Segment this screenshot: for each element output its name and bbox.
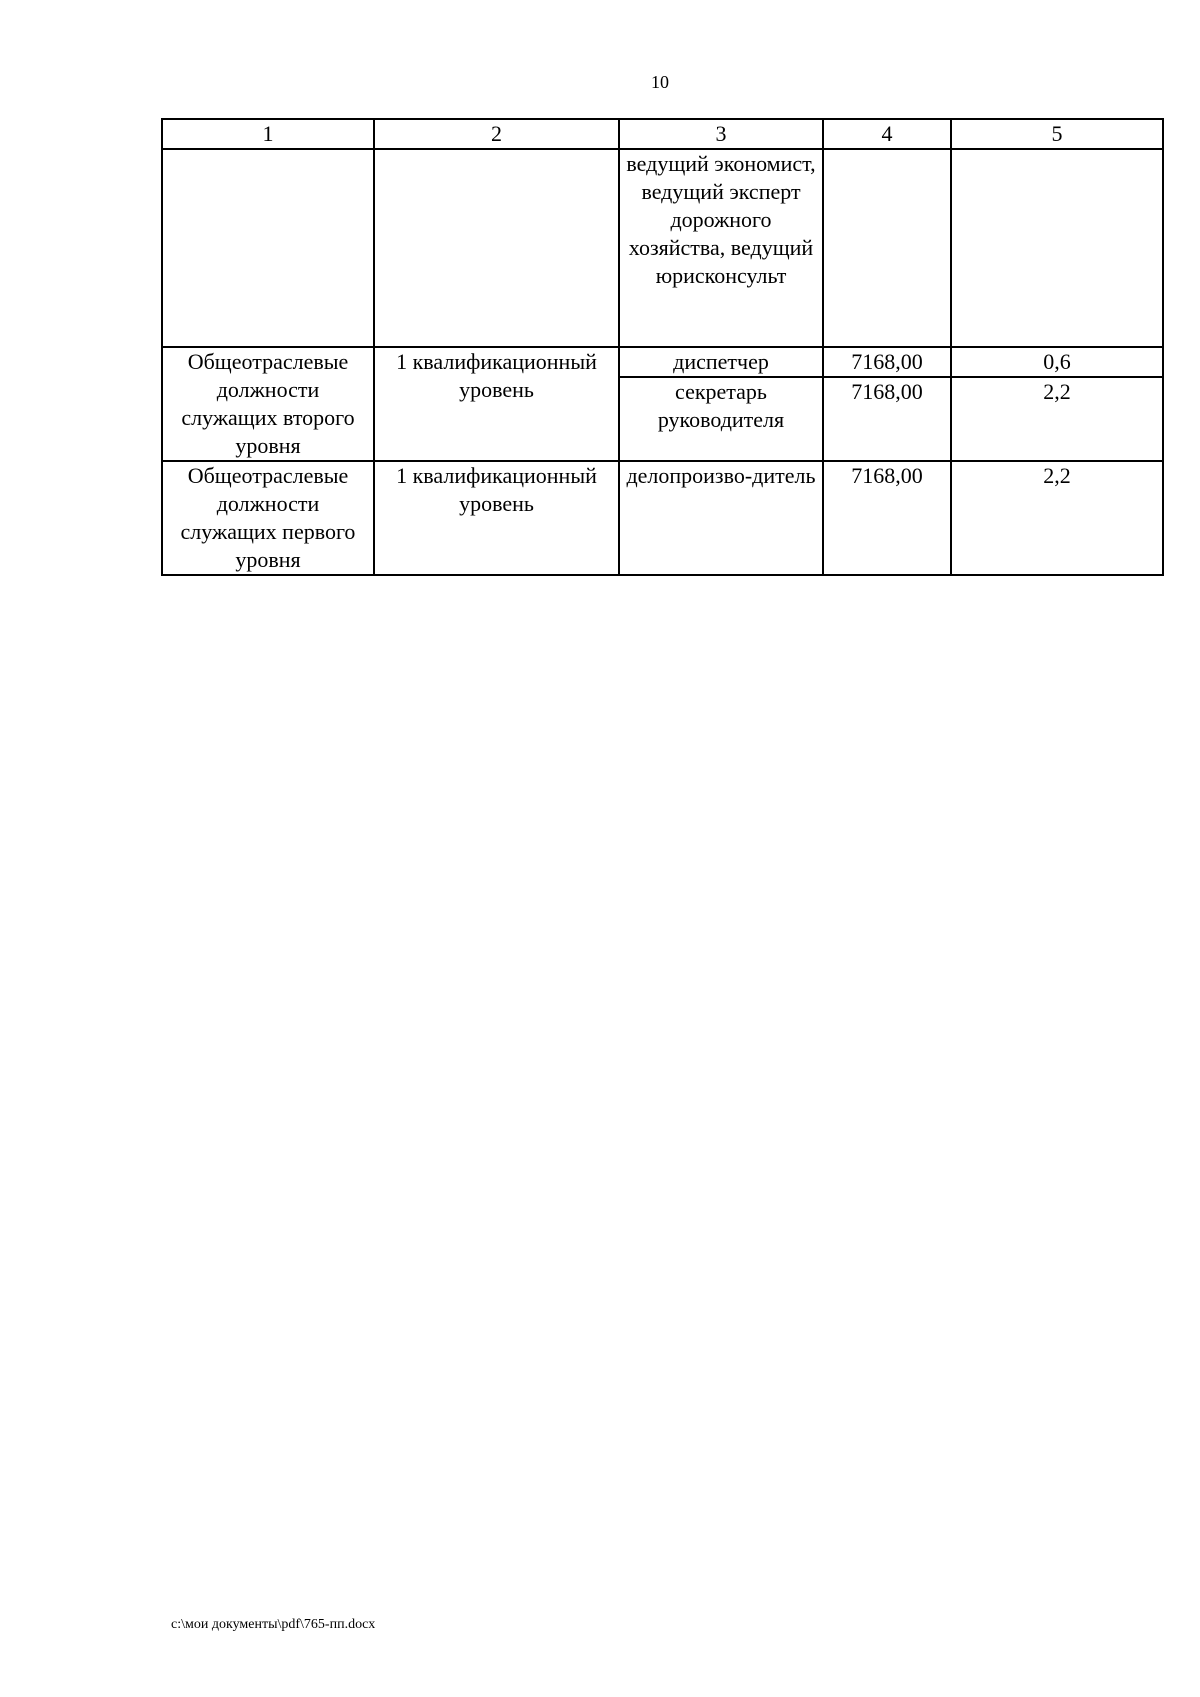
column-header-5: 5 <box>951 119 1163 149</box>
position-title: диспетчер <box>619 347 823 377</box>
position-title: делопроизво-дитель <box>619 461 823 575</box>
coefficient-value: 0,6 <box>951 347 1163 377</box>
table-row <box>162 347 1163 377</box>
coefficient-value: 2,2 <box>951 377 1163 461</box>
coefficient-value: 2,2 <box>951 461 1163 575</box>
table-row <box>162 461 1163 575</box>
salary-value: 7168,00 <box>823 377 951 461</box>
table-cell <box>374 149 619 347</box>
column-header-2: 2 <box>374 119 619 149</box>
salary-value: 7168,00 <box>823 461 951 575</box>
position-titles-continued: ведущий экономист, ведущий эксперт дорожного хозяйства, ведущий юрисконсульт <box>619 149 823 347</box>
table-cell <box>951 149 1163 347</box>
qualification-cell: 1 квалификационный уровень <box>374 461 619 575</box>
column-header-3: 3 <box>619 119 823 149</box>
table-row-continuation <box>162 149 1163 347</box>
page-number: 10 <box>651 72 669 92</box>
column-header-4: 4 <box>823 119 951 149</box>
salary-value: 7168,00 <box>823 347 951 377</box>
footer-file-path: c:\мои документы\pdf\765-пп.docx <box>171 1617 376 1632</box>
position-title: секретарь руководителя <box>619 377 823 461</box>
category-cell: Общеотраслевые должности служащих второго уровня <box>162 347 374 461</box>
category-cell: Общеотраслевые должности служащих первого уровня <box>162 461 374 575</box>
table-cell <box>823 149 951 347</box>
qualification-cell: 1 квалификационный уровень <box>374 347 619 461</box>
table-cell <box>162 149 374 347</box>
column-header-1: 1 <box>162 119 374 149</box>
table-header-row <box>162 119 1163 149</box>
staff-salary-table <box>161 118 1164 576</box>
